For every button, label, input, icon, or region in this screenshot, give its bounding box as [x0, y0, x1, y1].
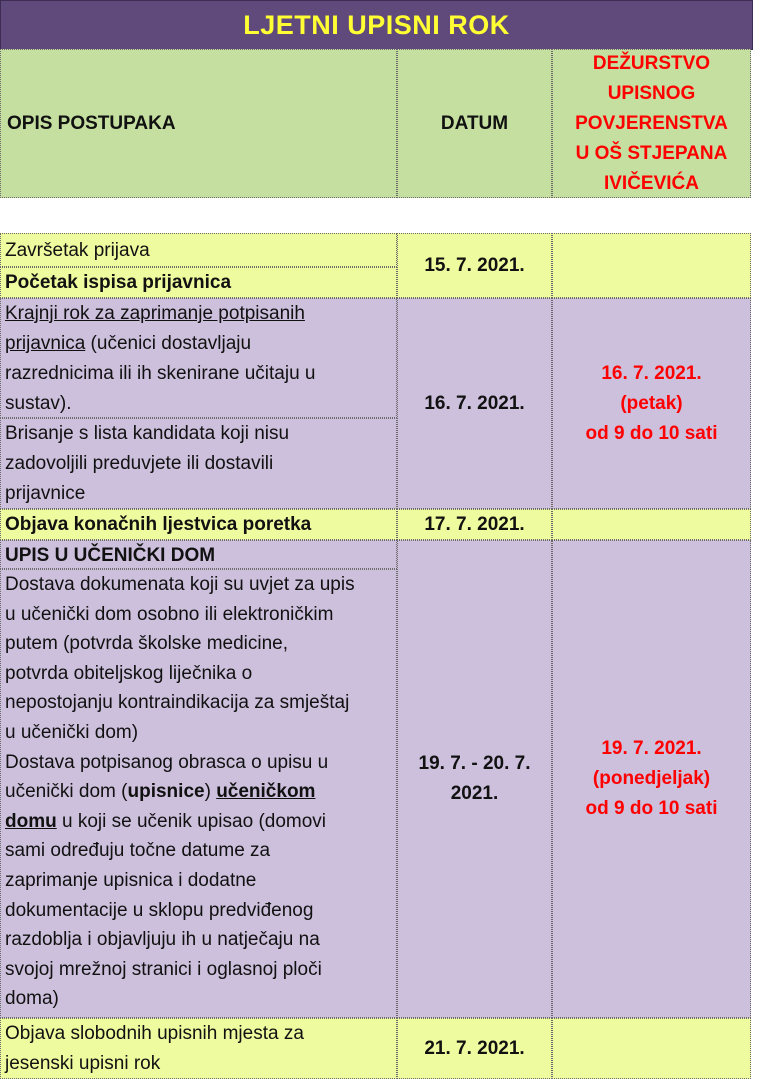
row2-underlined-text: Krajnji rok za zaprimanje potpisanih: [5, 303, 305, 324]
row1-opis-b: Početak ispisa prijavnica: [0, 267, 397, 298]
row1-dezurstvo: [552, 233, 751, 298]
row2-datum: 16. 7. 2021.: [397, 298, 552, 509]
header-dezurstvo: [552, 49, 751, 198]
row5-opis: Objava slobodnih upisnih mjesta za jesenski upisni rok: [0, 1018, 397, 1079]
header-dezurstvo-line: IVIČEVIĆA: [603, 172, 700, 194]
row4-dezurstvo: 19. 7. 2021. (ponedjeljak) od 9 do 10 sati: [552, 540, 751, 1018]
row3-opis: Objava konačnih ljestvica poretka: [0, 509, 397, 540]
header-datum: DATUM: [397, 49, 552, 198]
row1-opis-a: Završetak prijava: [0, 233, 397, 267]
row5-datum: 21. 7. 2021.: [397, 1018, 552, 1079]
header-opis-postupaka: OPIS POSTUPAKA: [0, 49, 397, 198]
row4-heading-cell: [0, 540, 397, 569]
row4-datum: 19. 7. - 20. 7. 2021.: [397, 540, 552, 1018]
row3-dezurstvo: [552, 509, 751, 540]
row1-datum: 15. 7. 2021.: [397, 233, 552, 298]
row5-dezurstvo: [552, 1018, 751, 1079]
row2-opis-b: Brisanje s lista kandidata koji nisu zadovoljili preduvjete ili dostavili prijavnice: [0, 418, 397, 509]
row2-opis-a: Krajnji rok za zaprimanje potpisanih prijavnica (učenici dostavljaju razrednicima ili ih skenirane učitaju u sustav).: [0, 298, 397, 418]
row2-underlined-text: prijavnica: [5, 333, 86, 354]
header-dezurstvo-line: DEŽURSTVO: [592, 52, 711, 74]
header-dezurstvo-line: UPISNOG: [607, 82, 696, 104]
row2-dezurstvo: 16. 7. 2021. (petak) od 9 do 10 sati: [552, 298, 751, 509]
header-dezurstvo-line: U OŠ STJEPANA: [575, 142, 728, 164]
header-dezurstvo-line: POVJERENSTVA: [575, 112, 728, 134]
table-title: LJETNI UPISNI ROK: [0, 0, 753, 50]
row4-heading: UPIS U UČENIČKI DOM: [5, 545, 216, 566]
row4-opis: Dostava dokumenata koji su uvjet za upis u učenički dom osobno ili elektroničkim putem (potvrda školske medicine, potvrda obiteljskog liječnika o nepostojanju kontraindikacija za smještaj u učenički dom) Dostava potpisanog obrasca o upisu u učenički dom (upisnice) učeničkom domu u koji se učenik upisao (domovi sami određuju točne datume za zaprimanje upisnica i dodatne dokumentacije u sklopu predviđenog razdoblja i objavljuju ih u natječaju na svojoj mrežnoj stranici i oglasnoj ploči doma): [0, 569, 397, 1018]
row3-datum: 17. 7. 2021.: [397, 509, 552, 540]
